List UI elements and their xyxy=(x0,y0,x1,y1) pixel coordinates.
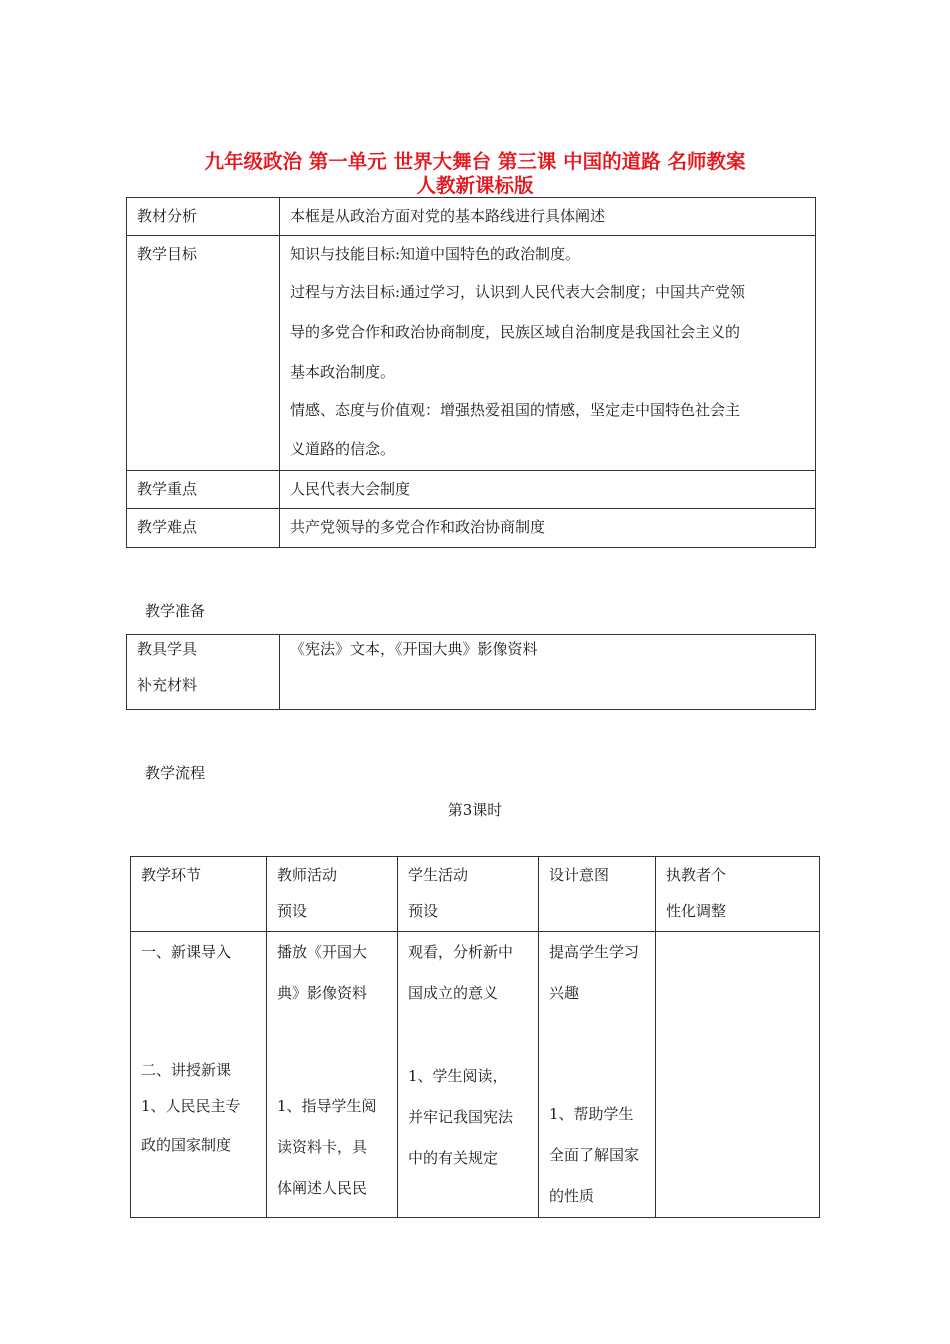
flow-heading: 教学流程 xyxy=(145,764,206,782)
table-row xyxy=(127,198,816,236)
lesson-number: 第3课时 xyxy=(447,801,503,819)
flow-stage-cell xyxy=(131,932,267,1218)
cell-line: 国成立的意义 xyxy=(408,984,499,1002)
table-row xyxy=(127,471,816,509)
header-text: 预设 xyxy=(408,902,439,920)
cell-line: 读资料卡，具 xyxy=(277,1138,368,1156)
header-cell xyxy=(267,857,398,932)
cell-line: 的性质 xyxy=(549,1187,595,1205)
goal-line: 过程与方法目标:通过学习，认识到人民代表大会制度；中国共产党领 xyxy=(290,283,746,301)
goal-line: 导的多党合作和政治协商制度，民族区域自治制度是我国社会主义的 xyxy=(290,323,741,341)
cell-line: 观看，分析新中 xyxy=(408,943,514,961)
cell-line: 体阐述人民民 xyxy=(277,1179,368,1197)
cell-line: 1、学生阅读， xyxy=(408,1067,508,1085)
row-label: 教学重点 xyxy=(127,471,280,509)
document-subtitle: 人教新课标版 xyxy=(416,174,534,197)
cell-line: 1、人民民主专 xyxy=(141,1097,241,1115)
header-text: 性化调整 xyxy=(666,902,727,920)
design-intent-cell xyxy=(539,932,656,1218)
row-label: 教学目标 xyxy=(127,236,280,471)
row-content: 人民代表大会制度 xyxy=(280,471,816,509)
cell-line: 中的有关规定 xyxy=(408,1149,499,1167)
cell-line: 一、新课导入 xyxy=(141,943,232,961)
cell-line: 二、讲授新课 xyxy=(141,1061,232,1079)
header-text: 设计意图 xyxy=(549,866,610,884)
header-text: 执教者个 xyxy=(666,866,727,884)
teacher-activity-cell xyxy=(267,932,398,1218)
cell-line: 1、指导学生阅 xyxy=(277,1097,377,1115)
goal-line: 基本政治制度。 xyxy=(290,363,396,381)
cell-line: 政的国家制度 xyxy=(141,1136,232,1154)
prep-table xyxy=(126,634,816,710)
cell-line: 并牢记我国宪法 xyxy=(408,1108,514,1126)
row-label: 教材分析 xyxy=(127,198,280,236)
header-text: 学生活动 xyxy=(408,866,469,884)
header-text: 教师活动 xyxy=(277,866,338,884)
document-title: 九年级政治 第一单元 世界大舞台 第三课 中国的道路 名师教案 xyxy=(204,150,746,173)
table-row xyxy=(127,509,816,548)
header-cell xyxy=(131,857,267,932)
row-label: 教学难点 xyxy=(127,509,280,548)
prep-label-tools: 教具学具 xyxy=(137,640,198,658)
prep-heading: 教学准备 xyxy=(145,602,206,620)
table-row xyxy=(127,236,816,471)
table-row xyxy=(127,635,816,710)
table-row xyxy=(131,932,820,1218)
header-text: 教学环节 xyxy=(141,866,202,884)
row-content: 共产党领导的多党合作和政治协商制度 xyxy=(280,509,816,548)
cell-line: 全面了解国家 xyxy=(549,1146,640,1164)
cell-line: 提高学生学习 xyxy=(549,943,640,961)
row-content xyxy=(280,236,816,471)
goal-line: 知识与技能目标:知道中国特色的政治制度。 xyxy=(290,245,581,263)
prep-labels xyxy=(127,635,280,710)
prep-label-materials: 补充材料 xyxy=(137,676,198,694)
goal-line: 情感、态度与价值观：增强热爱祖国的情感，坚定走中国特色社会主 xyxy=(290,401,741,419)
table-header-row xyxy=(131,857,820,932)
cell-line: 典》影像资料 xyxy=(277,984,368,1002)
header-cell xyxy=(656,857,820,932)
header-cell xyxy=(539,857,656,932)
header-text: 预设 xyxy=(277,902,308,920)
goal-line: 义道路的信念。 xyxy=(290,440,396,458)
flow-table xyxy=(130,856,820,1218)
cell-line: 兴趣 xyxy=(549,984,580,1002)
row-content: 本框是从政治方面对党的基本路线进行具体阐述 xyxy=(280,198,816,236)
header-cell xyxy=(398,857,539,932)
cell-line: 1、帮助学生 xyxy=(549,1105,634,1123)
prep-content: 《宪法》文本，《开国大典》影像资料 xyxy=(280,635,816,710)
overview-table xyxy=(126,197,816,548)
cell-line: 播放《开国大 xyxy=(277,943,368,961)
student-activity-cell xyxy=(398,932,539,1218)
personal-adjustment-cell xyxy=(656,932,820,1218)
